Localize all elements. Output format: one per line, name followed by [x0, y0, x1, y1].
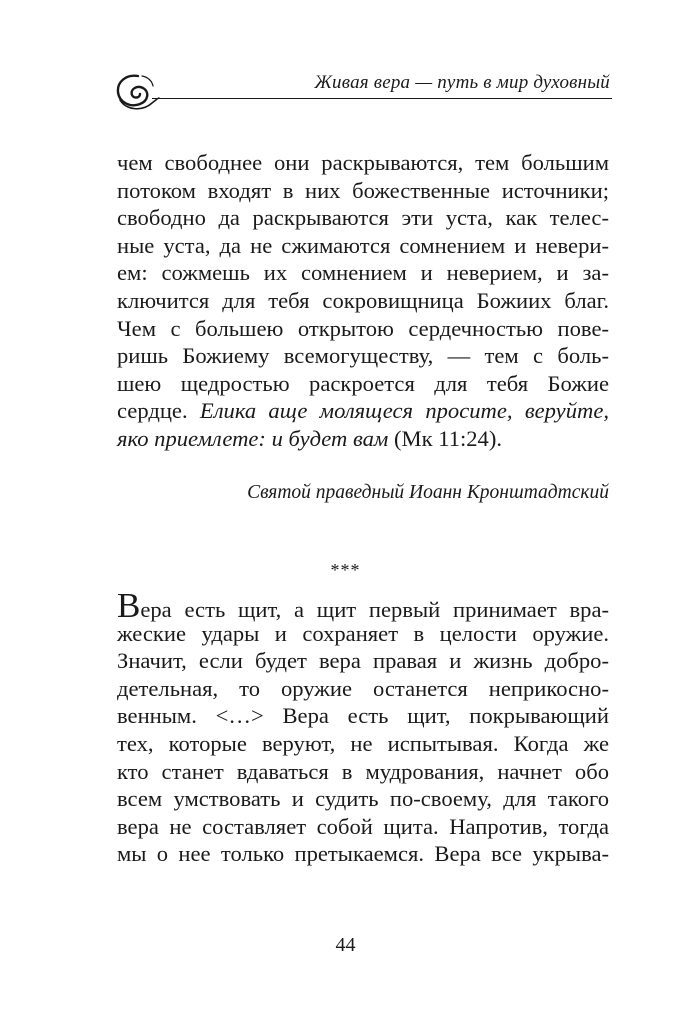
text-line: жеские удары и сохраняет в целости оружие.: [117, 620, 609, 646]
scripture-quote: яко приемлете: и будет вам: [117, 425, 389, 451]
text-line: мы о нее только претыкаемся. Вера все укрыва-: [117, 841, 609, 867]
running-header: [112, 70, 612, 114]
drop-cap: В: [117, 586, 141, 625]
text-line: чем свободнее они раскрываются, тем большим: [117, 150, 609, 175]
text-normal: сердце.: [117, 398, 200, 424]
text-line: [117, 397, 609, 425]
quote-attribution: Святой праведный Иоанн Кронштадтский: [247, 482, 609, 503]
scripture-quote: Елика аще молящеся просите, веруйте,: [199, 398, 609, 424]
swirl-ornament-icon: [112, 70, 160, 114]
text-line: всем умствовать и судить по-своему, для такого: [117, 786, 609, 812]
text-line: [117, 425, 609, 453]
header-title: Живая вера — путь в мир духовный: [314, 72, 610, 93]
section-separator: ***: [330, 560, 361, 580]
text-line: ришь Божиему всемогуществу, — тем с боль-: [117, 343, 609, 369]
text-line: ключится для тебя сокровищница Божиих благ.: [117, 287, 609, 313]
paragraph-1: [117, 149, 609, 453]
text-line: шею щедростью раскроется для тебя Божие: [117, 370, 609, 396]
text-line: [117, 586, 609, 625]
text-normal: ера есть щит, а щит первый принимает вра-: [140, 597, 609, 622]
text-line: ные уста, да не сжимаются сомнением и невери-: [117, 232, 609, 258]
page-number: 44: [335, 934, 356, 956]
text-line: свободно да раскрываются эти уста, как телес-: [117, 205, 609, 231]
text-line: Чем с большею открытою сердечностью пове-: [117, 315, 609, 341]
header-rule: [152, 98, 612, 99]
text-line: ем: сожмешь их сомнением и неверием, и за-: [117, 260, 609, 286]
scripture-reference: (Мк 11:24).: [388, 425, 503, 451]
text-line: Значит, если будет вера правая и жизнь добро-: [117, 648, 609, 674]
paragraph-2: [117, 586, 609, 868]
text-line: кто станет вдаваться в мудрования, начнет обо: [117, 758, 609, 784]
text-line: тех, которые веруют, не испытывая. Когда же: [117, 730, 609, 756]
text-line: венным. <…> Вера есть щит, покрывающий: [117, 703, 609, 729]
text-line: потоком входят в них божественные источники;: [117, 177, 609, 203]
text-line: вера не составляет собой щита. Напротив, тогда: [117, 813, 609, 839]
text-line: детельная, то оружие останется неприкосно-: [117, 675, 609, 701]
